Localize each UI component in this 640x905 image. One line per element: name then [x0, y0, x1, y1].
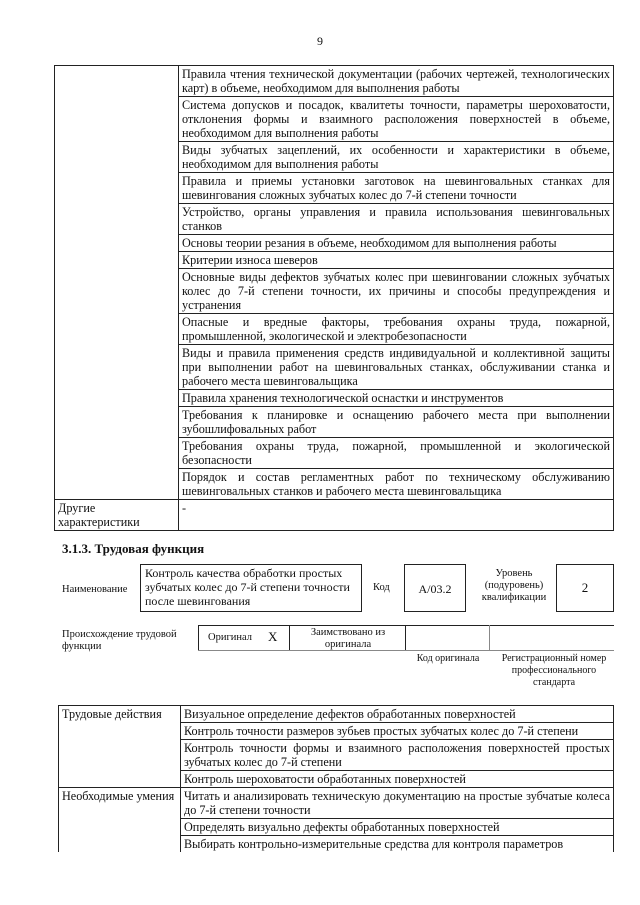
labor-action: Контроль точности формы и взаимного расположения поверхностей простых зубчатых колес до 7-й степени: [181, 740, 614, 771]
function-code-box: [404, 564, 466, 612]
section-title: 3.1.3. Трудовая функция: [62, 541, 205, 556]
knowledge-row: Виды и правила применения средств индивидуальной и коллективной защиты при выполнении работ на шевинговальных станках, обслуживании станка и рабочего места шевинговальщика: [179, 345, 614, 390]
qualification-level: 2: [581, 580, 589, 595]
knowledge-row: Правила и приемы установки заготовок на шевинговальных станках для шевингования сложных зубчатых колес до 7-й степени точности: [179, 173, 614, 204]
skills-label: Необходимые умения: [59, 788, 181, 853]
function-code: A/03.2: [418, 582, 452, 596]
knowledge-row: Устройство, органы управления и правила использования шевинговальных станков: [179, 204, 614, 235]
knowledge-row: Опасные и вредные факторы, требования охраны труда, пожарной, промышленной, экологической и электробезопасности: [179, 314, 614, 345]
page-number: 9: [317, 34, 323, 48]
knowledge-label-cell: [55, 66, 179, 500]
skill-item: Читать и анализировать техническую документацию на простые зубчатые колеса до 7-й степени точности: [181, 788, 614, 819]
labor-table: [58, 705, 614, 852]
function-name-box: [140, 564, 362, 612]
labor-actions-label: Трудовые действия: [59, 706, 181, 788]
knowledge-row: Виды зубчатых зацеплений, их особенности и характеристики в объеме, необходимом для выполнения работы: [179, 142, 614, 173]
knowledge-row: Правила чтения технической документации (рабочих чертежей, технологических карт) в объеме, необходимом для выполнения работы: [179, 66, 614, 97]
level-label: Уровень (подуровень) квалификации: [481, 568, 547, 603]
name-label: Наименование: [62, 584, 128, 595]
skill-item: Выбирать контрольно-измерительные средства для контроля параметров: [181, 836, 614, 853]
labor-action: Контроль точности размеров зубьев простых зубчатых колес до 7-й степени: [181, 723, 614, 740]
labor-action: Визуальное определение дефектов обработанных поверхностей: [181, 706, 614, 723]
knowledge-row: Основные виды дефектов зубчатых колес при шевинговании сложных зубчатых колес до 7-й степени точности, их причины и способы предупреждения и устранения: [179, 269, 614, 314]
knowledge-row: Порядок и состав регламентных работ по техническому обслуживанию шевинговальных станков и рабочего места шевинговальщика: [179, 469, 614, 500]
code-label: Код: [373, 582, 390, 593]
code-original-label: Код оригинала: [416, 653, 480, 664]
knowledge-row: Требования охраны труда, пожарной, промышленной и экологической безопасности: [179, 438, 614, 469]
origin-row: [198, 625, 614, 651]
knowledge-row: Система допусков и посадок, квалитеты точности, параметры шероховатости, отклонения формы и взаимного расположения поверхностей в объеме, необходимом для выполнения работы: [179, 97, 614, 142]
knowledge-table: [54, 65, 614, 531]
original-mark: X: [268, 629, 278, 644]
skill-item: Определять визуально дефекты обработанных поверхностей: [181, 819, 614, 836]
function-name: Контроль качества обработки простых зубчатых колес до 7-й степени точности после шевингования: [145, 566, 350, 608]
borrowed-label: Заимствовано из оригинала: [310, 627, 386, 650]
labor-action: Контроль шероховатости обработанных поверхностей: [181, 771, 614, 788]
knowledge-row: Критерии износа шеверов: [179, 252, 614, 269]
original-label: Оригинал: [208, 632, 252, 643]
knowledge-row: Основы теории резания в объеме, необходимом для выполнения работы: [179, 235, 614, 252]
other-characteristics-value: -: [179, 500, 614, 531]
qualification-level-box: [556, 564, 614, 612]
other-characteristics-label: Другие характеристики: [55, 500, 179, 531]
origin-label: Происхождение трудовой функции: [62, 629, 177, 652]
knowledge-row: Правила хранения технологической оснастки и инструментов: [179, 390, 614, 407]
reg-number-label: Регистрационный номер профессионального стандарта: [501, 653, 607, 688]
knowledge-row: Требования к планировке и оснащению рабочего места при выполнении зубошлифовальных работ: [179, 407, 614, 438]
